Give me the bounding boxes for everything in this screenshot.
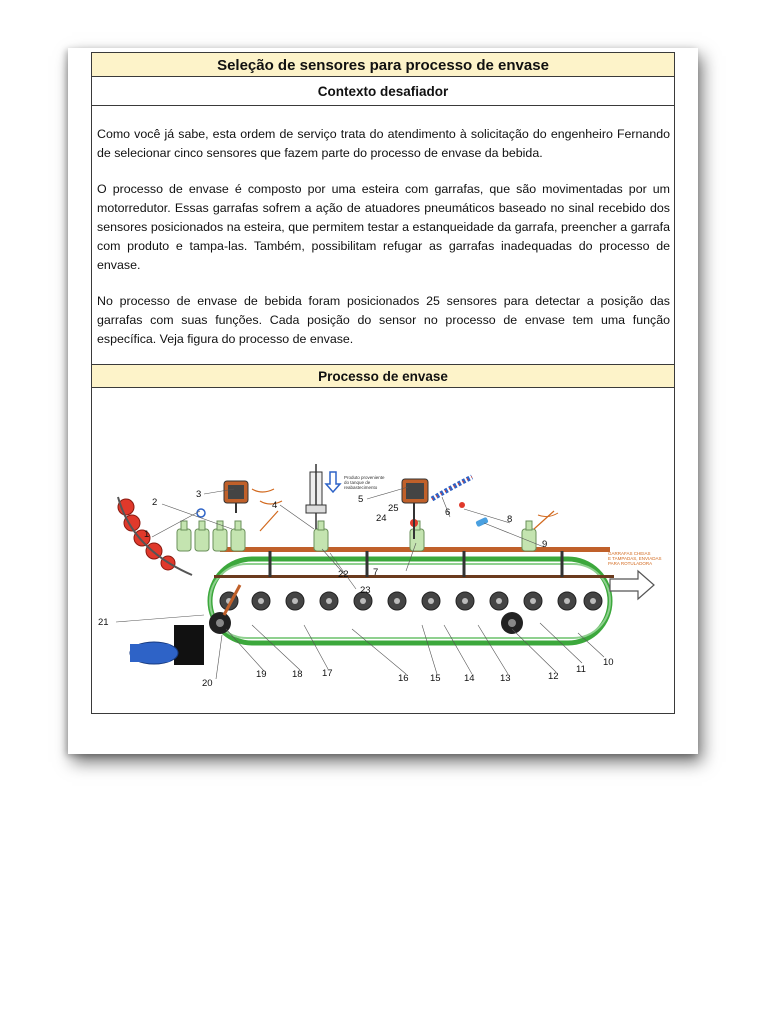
label-3: 3: [196, 489, 202, 500]
label-18: 18: [292, 669, 303, 680]
label-8: 8: [507, 514, 513, 525]
label-14: 14: [464, 673, 475, 684]
label-9: 9: [542, 539, 548, 550]
output-annotation-line3: PARA ROTULADORA: [608, 561, 653, 566]
product-annotation-line2: do tanque de: [344, 480, 371, 485]
label-17: 17: [322, 668, 333, 679]
product-annotation-line3: reabastecimento: [344, 485, 378, 490]
output-annotation-line2: E TAMPADAS, ENVIADAS: [608, 556, 662, 561]
bottles: [177, 521, 536, 551]
label-12: 12: [548, 671, 559, 682]
bottling-process-figure: [92, 389, 674, 713]
label-5: 5: [358, 494, 364, 505]
label-24: 24: [376, 513, 387, 524]
label-25: 25: [388, 503, 399, 514]
output-arrow: [610, 571, 654, 599]
label-1: 1: [144, 529, 150, 540]
paragraph-1: Como você já sabe, esta ordem de serviço trata do atendimento à solicitação do engenheiro Fernando de selecionar cinco sensores que fazem parte do processo de envase da bebida.: [97, 127, 670, 160]
conveyor-rollers: [220, 592, 602, 610]
context-header: Contexto desafiador: [92, 77, 674, 106]
label-16: 16: [398, 673, 409, 684]
label-13: 13: [500, 673, 511, 684]
label-6: 6: [445, 507, 451, 518]
paragraph-2: O processo de envase é composto por uma esteira com garrafas, que são movimentadas por um motorredutor. Essas garrafas sofrem a ação de atuadores pneumáticos baseado no sinal recebido dos sensores posicionados na esteira, que permitem testar a estanqueidade da garrafa, preencher a garrafa com produto e tampa-las. Também, possibilitam refugar as garrafas inadequadas do processo de envase.: [97, 182, 670, 272]
label-23: 23: [360, 585, 371, 596]
output-annotation-line1: GARRAFAS CHEIAS: [608, 551, 651, 556]
label-21: 21: [98, 617, 109, 628]
content-frame: [91, 52, 675, 714]
product-annotation-line1: Produto proveniente: [344, 475, 385, 480]
paragraph-3: No processo de envase de bebida foram posicionados 25 sensores para detectar a posição das garrafas com suas funções. Cada posição do sensor no processo de envase tem uma função específica. Veja figura do processo de envase.: [97, 294, 670, 346]
label-2: 2: [152, 497, 158, 508]
process-diagram: [92, 389, 674, 713]
document-page: [68, 48, 698, 754]
document-title: Seleção de sensores para processo de envase: [92, 53, 674, 77]
body-text: [97, 125, 670, 366]
label-20: 20: [202, 678, 213, 689]
label-19: 19: [256, 669, 267, 680]
label-4: 4: [272, 500, 278, 511]
sensor-9: [475, 517, 488, 528]
label-11: 11: [576, 664, 586, 675]
gear-reducer: [174, 625, 204, 665]
label-10: 10: [603, 657, 614, 668]
label-7: 7: [373, 567, 379, 578]
label-15: 15: [430, 673, 441, 684]
label-22: 22: [338, 569, 349, 580]
process-header: Processo de envase: [92, 364, 674, 388]
